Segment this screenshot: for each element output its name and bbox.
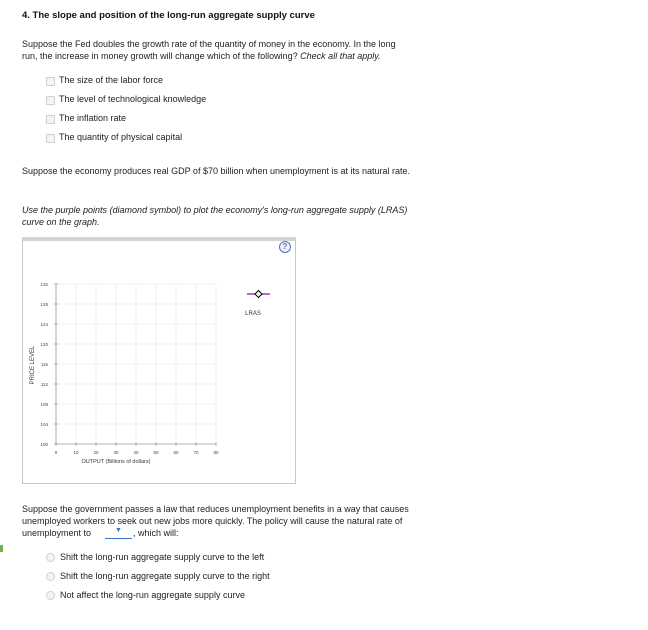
radio-button[interactable] — [46, 572, 55, 581]
checkbox-option-label: The level of technological knowledge — [59, 94, 207, 104]
intro-line-1: Suppose the Fed doubles the growth rate of the quantity of money in the economy. In the long — [22, 39, 396, 49]
y-axis-label: PRICE LEVEL — [30, 345, 36, 385]
grid — [56, 284, 216, 444]
y-tick-label: 120 — [40, 342, 48, 347]
progress-marker — [0, 545, 3, 552]
radio-option-no-effect[interactable] — [46, 590, 245, 600]
intro-line-2 — [22, 50, 472, 62]
policy-line-3-prefix: unemployment to — [22, 528, 92, 538]
x-axis-label: OUTPUT (Billions of dollars) — [81, 459, 151, 465]
y-tick-label: 112 — [40, 382, 48, 387]
x-tick-label: 60 — [173, 450, 179, 455]
policy-line-2: unemployed workers to seek out new jobs more quickly. The policy will cause the natural rate of — [22, 516, 403, 526]
checkbox[interactable] — [46, 115, 55, 124]
x-tick-label: 50 — [153, 450, 159, 455]
checkbox-option-technology[interactable] — [46, 93, 206, 105]
checkbox-option-label: The quantity of physical capital — [59, 132, 183, 142]
y-tick-label: 104 — [40, 422, 48, 427]
lras-legend-tool[interactable] — [245, 291, 270, 318]
x-tick-label: 0 — [54, 450, 58, 455]
checkbox[interactable] — [46, 77, 55, 86]
x-tick-label: 10 — [73, 450, 79, 455]
y-tick-label: 124 — [40, 322, 48, 327]
unemployment-direction-dropdown[interactable] — [105, 527, 132, 539]
checkbox-option-label: The inflation rate — [59, 113, 127, 123]
checkbox-option-label: The size of the labor force — [59, 75, 164, 85]
policy-line-3-suffix: , which will: — [133, 528, 179, 538]
checkbox-option-inflation[interactable] — [46, 112, 126, 124]
policy-question — [22, 503, 482, 539]
y-tick-label: 116 — [40, 362, 48, 367]
radio-button[interactable] — [46, 553, 55, 562]
x-tick-label: 30 — [113, 450, 119, 455]
radio-button[interactable] — [46, 591, 55, 600]
legend-label: LRAS — [245, 311, 261, 317]
y-tick-label: 132 — [40, 282, 48, 287]
x-tick-label: 40 — [133, 450, 139, 455]
x-tick-label: 20 — [93, 450, 99, 455]
checkbox[interactable] — [46, 134, 55, 143]
y-tick-label: 100 — [40, 442, 48, 447]
radio-option-shift-left[interactable] — [46, 552, 264, 562]
question-title: 4. The slope and position of the long-run aggregate supply curve — [22, 10, 315, 21]
x-tick-label: 80 — [213, 450, 219, 455]
tick-labels — [40, 282, 219, 455]
intro-line-2-text: run, the increase in money growth will change which of the following? — [22, 51, 298, 61]
instruction-line-1: Use the purple points (diamond symbol) to plot the economy's long-run aggregate supply (LRAS) — [22, 205, 408, 215]
y-tick-label: 128 — [40, 302, 48, 307]
lras-graph[interactable] — [22, 241, 296, 484]
axes — [54, 284, 216, 446]
dropdown-arrow-icon: ▼ — [115, 527, 122, 534]
radio-option-shift-right[interactable] — [46, 571, 270, 581]
checkbox[interactable] — [46, 96, 55, 105]
checkbox-option-capital[interactable] — [46, 131, 182, 143]
checkbox-option-labor-force[interactable] — [46, 74, 163, 86]
radio-option-label: Shift the long-run aggregate supply curve to the left — [60, 552, 265, 562]
radio-option-label: Not affect the long-run aggregate supply curve — [60, 590, 245, 600]
x-tick-label: 70 — [193, 450, 199, 455]
radio-option-label: Shift the long-run aggregate supply curve to the right — [60, 571, 270, 581]
help-icon[interactable]: ? — [279, 241, 291, 253]
instruction-line-2: curve on the graph. — [22, 217, 100, 227]
question-intro — [22, 38, 472, 62]
legend-diamond-marker[interactable] — [255, 291, 262, 298]
natural-gdp-statement: Suppose the economy produces real GDP of $70 billion when unemployment is at its natural rate. — [22, 166, 411, 176]
check-all-hint: Check all that apply. — [300, 51, 381, 61]
y-tick-label: 108 — [40, 402, 48, 407]
graph-instruction — [22, 204, 472, 228]
policy-line-3 — [22, 527, 482, 539]
policy-line-1: Suppose the government passes a law that reduces unemployment benefits in a way that causes — [22, 504, 409, 514]
